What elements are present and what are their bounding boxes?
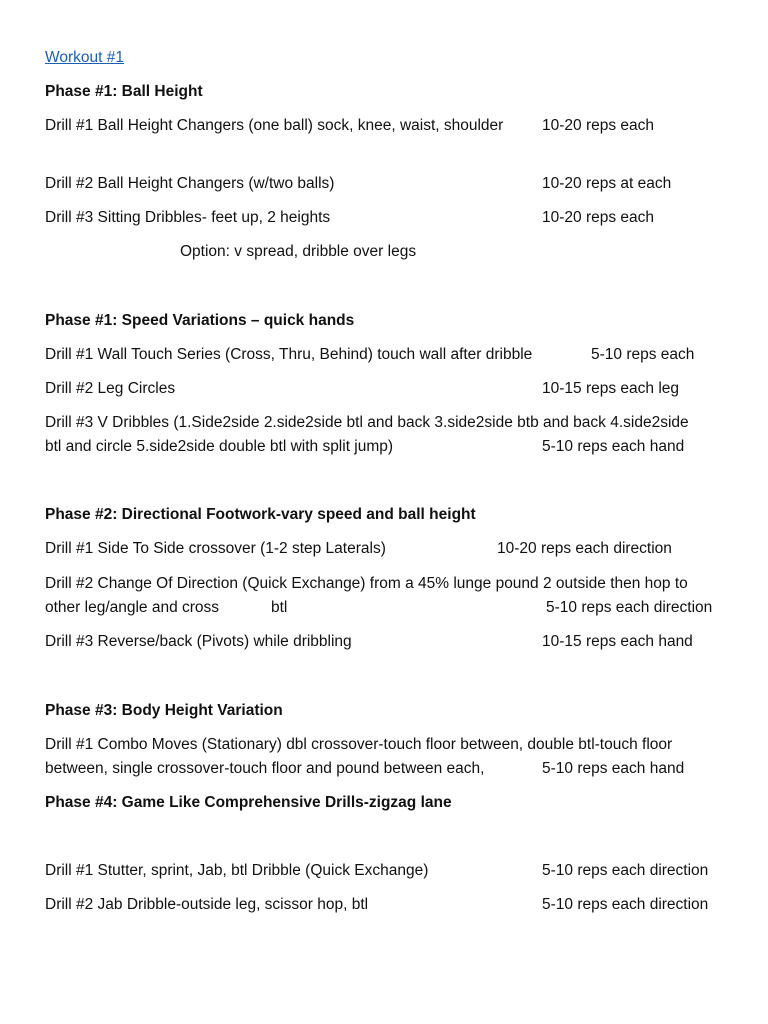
drill-reps: 5-10 reps each hand: [542, 438, 685, 455]
drill-text: Drill #2 Leg Circles: [45, 380, 176, 397]
drill-reps: 5-10 reps each: [591, 346, 695, 363]
drill-text-line2: between, single crossover-touch floor and pound between each,: [45, 760, 485, 777]
drill-text: Drill #2 Jab Dribble-outside leg, scissor hop, btl: [45, 896, 369, 913]
section-heading-directional-footwork: Phase #2: Directional Footwork-vary speed and ball height: [45, 506, 476, 523]
workout-title-link[interactable]: Workout #1: [45, 49, 124, 66]
drill-text-line2: btl and circle 5.side2side double btl with split jump): [45, 438, 394, 455]
drill-reps: 5-10 reps each hand: [542, 760, 685, 777]
drill-text-extra: btl: [271, 599, 288, 616]
section-heading-speed-variations: Phase #1: Speed Variations – quick hands: [45, 312, 355, 329]
drill-reps: 10-15 reps each hand: [542, 633, 693, 650]
drill-text: Drill #3 Reverse/back (Pivots) while dribbling: [45, 633, 352, 650]
drill-text-line2: other leg/angle and cross: [45, 599, 220, 616]
section-heading-ball-height: Phase #1: Ball Height: [45, 83, 203, 100]
drill-reps: 5-10 reps each direction: [542, 896, 709, 913]
drill-reps: 10-15 reps each leg: [542, 380, 680, 397]
section-heading-body-height: Phase #3: Body Height Variation: [45, 702, 283, 719]
section-heading-game-like-drills: Phase #4: Game Like Comprehensive Drills-zigzag lane: [45, 794, 452, 811]
drill-text-line1: Drill #1 Combo Moves (Stationary) dbl crossover-touch floor between, double btl-touch floor: [45, 736, 673, 753]
drill-text: Drill #1 Wall Touch Series (Cross, Thru, Behind) touch wall after dribble: [45, 346, 533, 363]
drill-option: Option: v spread, dribble over legs: [180, 243, 417, 260]
drill-text: Drill #2 Ball Height Changers (w/two balls): [45, 175, 335, 192]
drill-reps: 10-20 reps each: [542, 209, 655, 226]
drill-reps: 5-10 reps each direction: [542, 862, 709, 879]
drill-text-line1: Drill #2 Change Of Direction (Quick Exchange) from a 45% lunge pound 2 outside then hop to: [45, 575, 688, 592]
drill-reps: 10-20 reps at each: [542, 175, 672, 192]
drill-reps: 10-20 reps each direction: [497, 540, 672, 557]
drill-text: Drill #1 Side To Side crossover (1-2 step Laterals): [45, 540, 386, 557]
drill-text: Drill #1 Ball Height Changers (one ball) sock, knee, waist, shoulder: [45, 117, 504, 134]
drill-reps: 5-10 reps each direction: [546, 599, 713, 616]
drill-text: Drill #3 Sitting Dribbles- feet up, 2 heights: [45, 209, 331, 226]
drill-text: Drill #1 Stutter, sprint, Jab, btl Dribble (Quick Exchange): [45, 862, 429, 879]
drill-reps: 10-20 reps each: [542, 117, 655, 134]
drill-text-line1: Drill #3 V Dribbles (1.Side2side 2.side2side btl and back 3.side2side btb and back 4.side2side: [45, 414, 689, 431]
